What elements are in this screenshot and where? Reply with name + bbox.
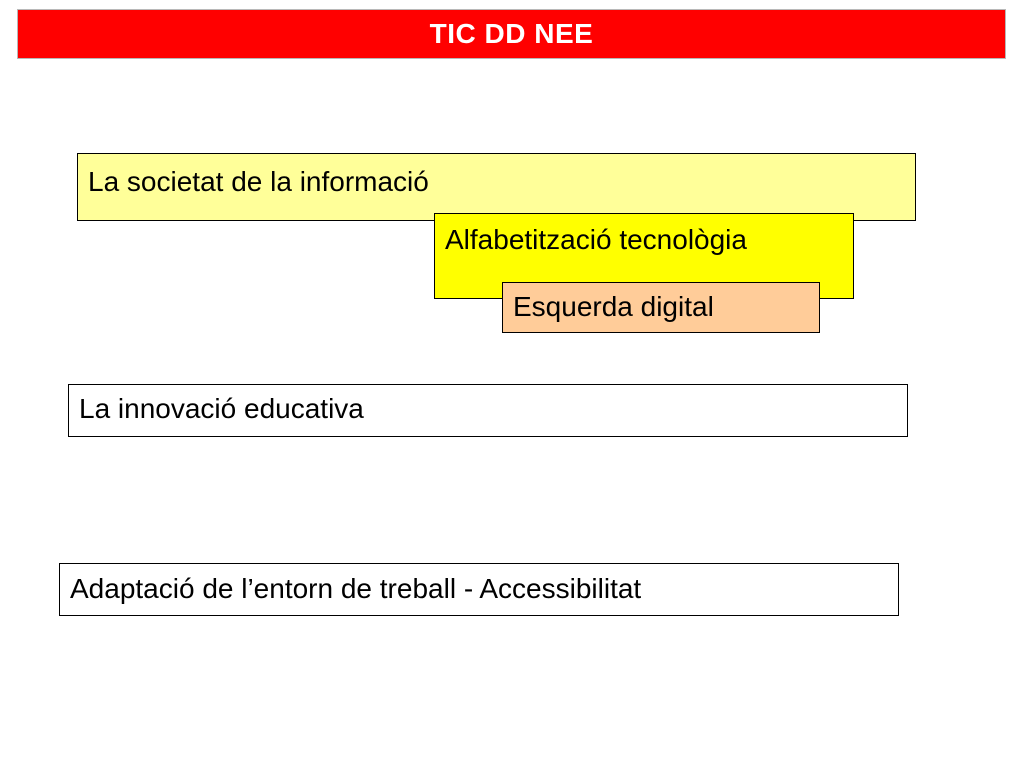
society-box xyxy=(77,153,916,221)
innovacio-box xyxy=(68,384,908,437)
alfabetitzacio-label: Alfabetització tecnològia xyxy=(445,224,747,255)
esquerda-box xyxy=(502,282,820,333)
esquerda-label: Esquerda digital xyxy=(513,291,714,322)
innovacio-label: La innovació educativa xyxy=(79,393,364,424)
adaptacio-label: Adaptació de l’entorn de treball - Accessibilitat xyxy=(70,573,642,604)
society-label: La societat de la informació xyxy=(88,166,429,197)
title-bar xyxy=(17,9,1006,59)
adaptacio-box xyxy=(59,563,899,616)
slide-title: TIC DD NEE xyxy=(429,18,594,49)
